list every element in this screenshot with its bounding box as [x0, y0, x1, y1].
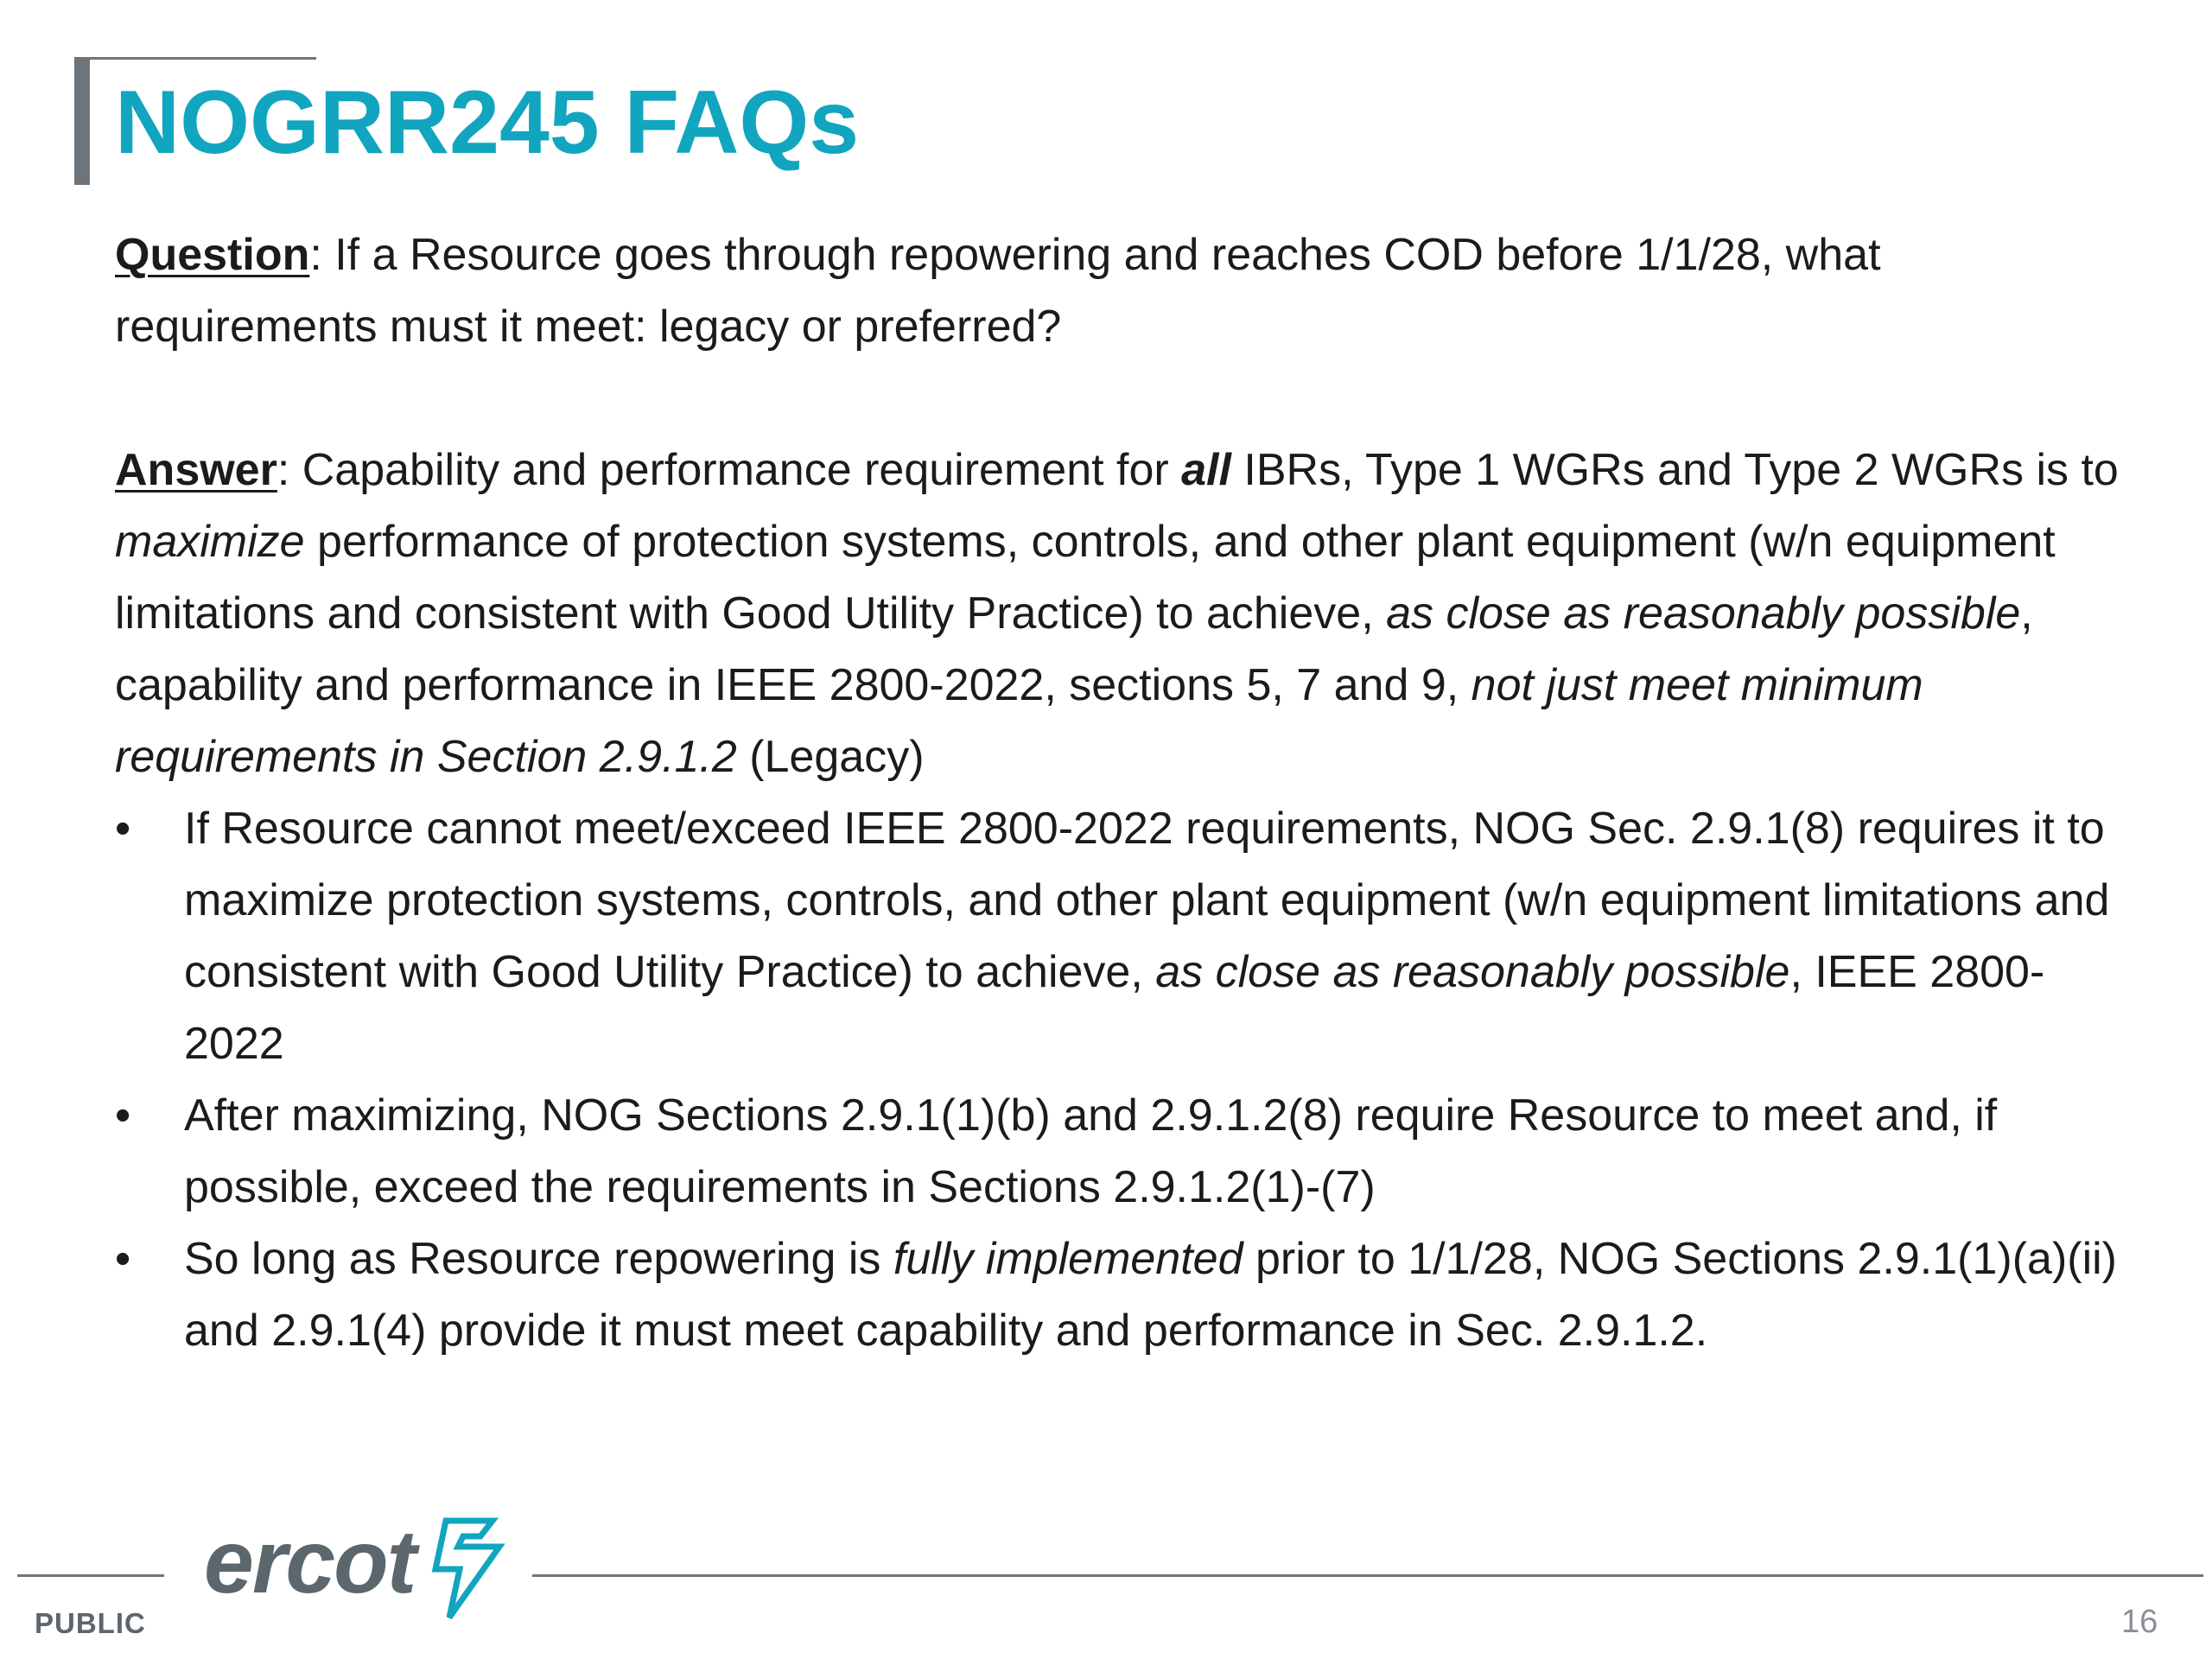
answer-emphasis-all: all [1181, 445, 1231, 495]
ercot-lightning-bolt-icon [420, 1517, 506, 1621]
answer-label: Answer [115, 445, 277, 495]
page-number: 16 [2121, 1604, 2158, 1640]
answer-emphasis-close: as close as reasonably possible [1386, 588, 2021, 639]
answer-emphasis-not-just: not just meet minimum requirements in Section 2.9.1.2 [115, 660, 1923, 782]
answer-text-2: IBRs, Type 1 WGRs and Type 2 WGRs is to [1230, 445, 2119, 495]
question-label: Question [115, 230, 310, 280]
bullet-3-emphasis: fully implemented [893, 1234, 1243, 1284]
bullet-item-1 [115, 793, 2128, 1080]
bullet-marker: • [115, 1234, 131, 1284]
footer-rule-left [17, 1574, 164, 1577]
footer-rule-right [532, 1574, 2203, 1577]
answer-text-5: (Legacy) [736, 732, 925, 782]
logo-wordmark: ercot [204, 1512, 416, 1612]
slide-body [115, 219, 2128, 1367]
bullet-3-text-2: prior to 1/1/28, NOG Sections 2.9.1(1)(a)(ii) and 2.9.1(4) provide it must meet capability and performance in Sec. 2.9.1.2. [184, 1234, 2118, 1356]
bullet-marker: • [115, 1090, 131, 1141]
bullet-item-2 [115, 1080, 2128, 1224]
answer-bullet-list [115, 793, 2128, 1367]
answer-text-1: : Capability and performance requirement for [276, 445, 1182, 495]
answer-emphasis-maximize: maximize [115, 517, 305, 567]
question-paragraph [115, 219, 2128, 363]
bullet-marker: • [115, 804, 131, 854]
bullet-1-text-1: If Resource cannot meet/exceed IEEE 2800-2022 requirements, NOG Sec. 2.9.1(8) requires it to maximize protection systems, controls, and other plant equipment (w/n equipment limitations and consistent with Good Utility Practice) to achieve, [184, 804, 2110, 997]
bullet-1-text-2: , IEEE 2800-2022 [184, 947, 2045, 1069]
question-text: : If a Resource goes through repowering and reaches COD before 1/1/28, what requirements must it meet: legacy or preferred? [115, 230, 1881, 352]
bullet-1-emphasis: as close as reasonably possible [1155, 947, 1790, 997]
title-bracket-horizontal [74, 57, 316, 60]
answer-text-3: performance of protection systems, controls, and other plant equipment (w/n equipment limitations and consistent with Good Utility Practice) to achieve, [115, 517, 2056, 639]
bullet-2-text-1: After maximizing, NOG Sections 2.9.1(1)(b) and 2.9.1.2(8) require Resource to meet and, if possible, exceed the requirements in Sections 2.9.1.2(1)-(7) [184, 1090, 1998, 1212]
paragraph-spacer [115, 363, 2128, 435]
ercot-logo [204, 1512, 506, 1621]
classification-label: PUBLIC [35, 1607, 146, 1639]
bullet-3-text-1: So long as Resource repowering is [184, 1234, 893, 1284]
bullet-item-3 [115, 1224, 2128, 1367]
answer-paragraph [115, 435, 2128, 793]
slide-title: NOGRR245 FAQs [115, 73, 860, 173]
answer-text-4: , capability and performance in IEEE 2800-2022, sections 5, 7 and 9, [115, 588, 2033, 710]
title-bracket-vertical [74, 57, 90, 185]
